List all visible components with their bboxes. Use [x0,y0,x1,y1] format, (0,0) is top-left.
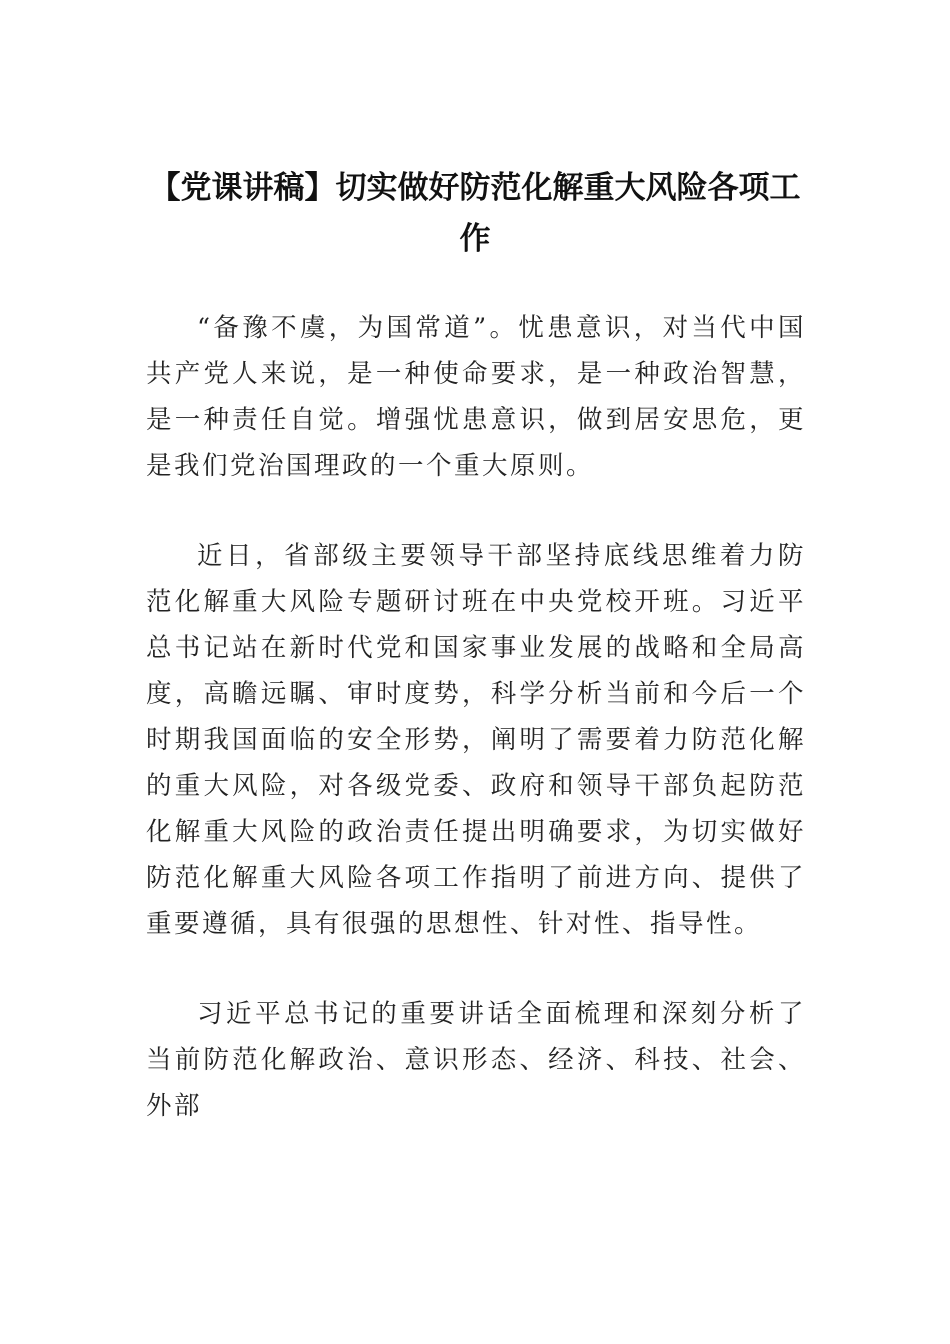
document-title: 【党课讲稿】切实做好防范化解重大风险各项工作 [149,170,801,257]
paragraph-2: 近日，省部级主要领导干部坚持底线思维着力防范化解重大风险专题研讨班在中央党校开班。习近平总书记站在新时代党和国家事业发展的战略和全局高度，高瞻远瞩、审时度势，科学分析当前和今后一个时期我国面临的安全形势，阐明了需要着力防范化解的重大风险，对各级党委、政府和领导干部负起防范化解重大风险的政治责任提出明确要求，为切实做好防范化解重大风险各项工作指明了前进方向、提供了重要遵循，具有很强的思想性、针对性、指导性。 [146,541,806,939]
document-body [146,305,806,1173]
paragraph-1: “备豫不虞，为国常道”。忧患意识，对当代中国共产党人来说，是一种使命要求，是一种政治智慧，是一种责任自觉。增强忧患意识，做到居安思危，更是我们党治国理政的一个重大原则。 [146,313,806,481]
paragraph-3: 习近平总书记的重要讲话全面梳理和深刻分析了当前防范化解政治、意识形态、经济、科技、社会、外部 [146,999,806,1121]
